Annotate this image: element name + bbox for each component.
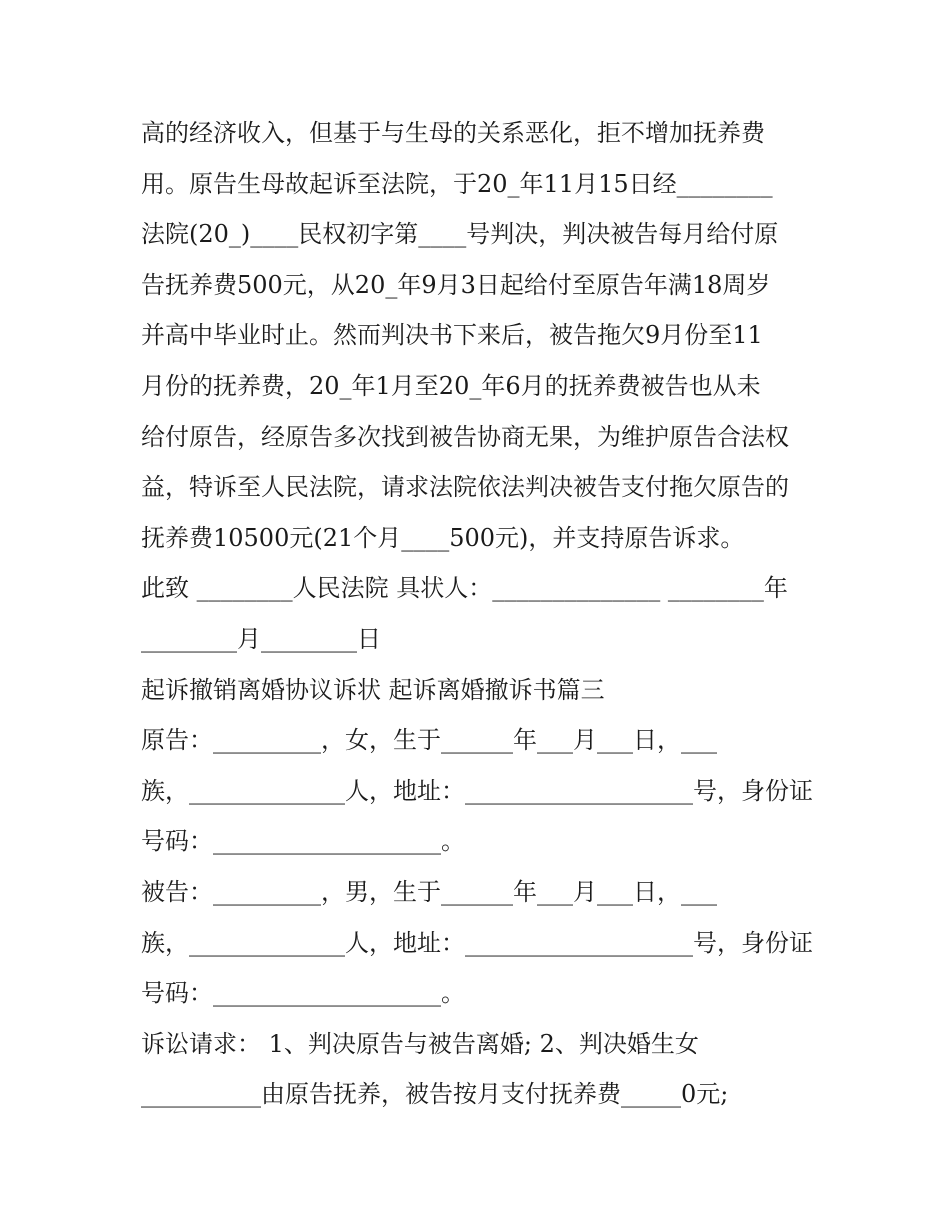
date-line: ________月________日 xyxy=(141,624,381,653)
closing-line: 此致 ________人民法院 具状人：______________ ________年 xyxy=(141,574,788,603)
claims-line: 诉讼请求： 1、判决原告与被告离婚; 2、判决婚生女 xyxy=(141,1029,699,1058)
plaintiff-address-line: 族，_____________人，地址：___________________号，身份证 xyxy=(141,776,813,805)
text-line: 月份的抚养费，20_年1月至20_年6月的抚养费被告也从未 xyxy=(141,371,761,400)
defendant-id-line: 号码：___________________。 xyxy=(141,979,465,1008)
plaintiff-id-line: 号码：___________________。 xyxy=(141,827,465,856)
text-line: 益，特诉至人民法院，请求法院依法判决被告支付拖欠原告的 xyxy=(141,473,789,502)
text-line: 并高中毕业时止。然而判决书下来后，被告拖欠9月份至11 xyxy=(141,321,763,350)
defendant-address-line: 族，_____________人，地址：___________________号，身份证 xyxy=(141,928,813,957)
text-line: 给付原告，经原告多次找到被告协商无果，为维护原告合法权 xyxy=(141,422,789,451)
section-title: 起诉撤销离婚协议诉状 起诉离婚撤诉书篇三 xyxy=(141,675,605,704)
text-line: 告抚养费500元，从20_年9月3日起给付至原告年满18周岁 xyxy=(141,270,771,299)
text-line: 法院(20_)____民权初字第____号判决，判决被告每月给付原 xyxy=(141,220,779,249)
claims-line: __________由原告抚养，被告按月支付抚养费_____0元; xyxy=(141,1080,729,1109)
text-line: 用。原告生母故起诉至法院，于20_年11月15日经________ xyxy=(141,169,773,198)
text-line: 抚养费10500元(21个月____500元)，并支持原告诉求。 xyxy=(141,523,745,552)
plaintiff-line: 原告：_________，女，生于______年___月___日，___ xyxy=(141,726,717,755)
text-line: 高的经济收入，但基于与生母的关系恶化，拒不增加抚养费 xyxy=(141,119,765,147)
defendant-line: 被告：_________，男，生于______年___月___日，___ xyxy=(141,877,717,906)
document-body xyxy=(141,108,821,1120)
